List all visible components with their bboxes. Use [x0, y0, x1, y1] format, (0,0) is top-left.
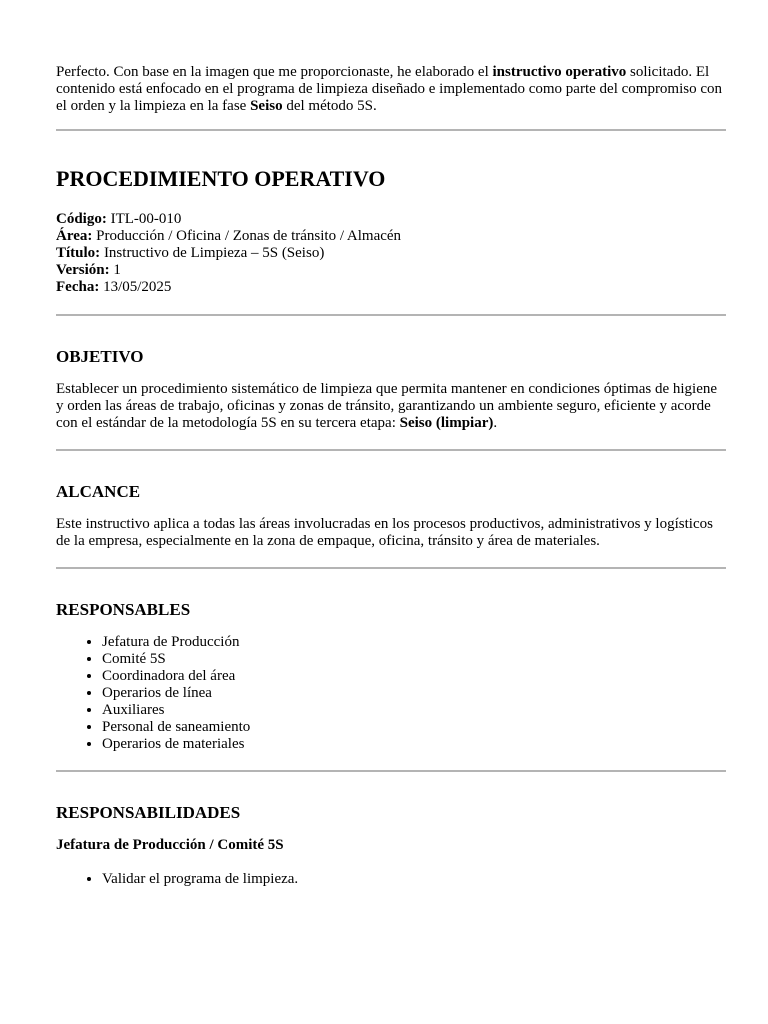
subheading-jefatura-comite: Jefatura de Producción / Comité 5S	[56, 837, 284, 853]
divider	[56, 449, 726, 451]
section-heading-objetivo: OBJETIVO	[56, 347, 144, 366]
list-item: • Personal de saneamiento	[102, 719, 726, 736]
list-item: • Comité 5S	[102, 651, 726, 668]
objetivo-bold-seiso: Seiso (limpiar)	[399, 415, 494, 431]
list-item: • Coordinadora del área	[102, 668, 726, 685]
meta-codigo-value: ITL-00-010	[106, 211, 182, 227]
list-item: • Auxiliares	[102, 702, 726, 719]
meta-area-value: Producción / Oficina / Zonas de tránsito / Almacén	[92, 228, 402, 244]
list-item: • Validar el programa de limpieza.	[102, 871, 726, 888]
intro-text-mid: solicitado. El contenido está enfocado en el programa de limpieza diseñado e implementado como parte del compromiso con el orden y la limpieza en la fase	[56, 64, 723, 114]
meta-version-value: 1	[109, 262, 121, 278]
list-item: • Operarios de línea	[102, 685, 726, 702]
meta-version-label: Versión:	[56, 262, 110, 278]
meta-area	[56, 228, 726, 245]
document-metadata	[56, 211, 726, 296]
meta-titulo	[56, 245, 726, 262]
objetivo-text: Establecer un procedimiento sistemático de limpieza que permita mantener en condiciones óptimas de higiene y orden las áreas de trabajo, oficinas y zonas de tránsito, garantizando un ambiente seguro, eficiente y acorde con el estándar de la metodología 5S en su tercera etapa:	[56, 381, 718, 431]
meta-titulo-value: Instructivo de Limpieza – 5S (Seiso)	[100, 245, 325, 261]
divider	[56, 314, 726, 316]
intro-text: Perfecto. Con base en la imagen que me proporcionaste, he elaborado el	[56, 64, 493, 80]
objetivo-paragraph	[56, 381, 726, 432]
objetivo-text-end: .	[493, 415, 498, 431]
meta-codigo-label: Código:	[56, 211, 107, 227]
divider	[56, 129, 726, 131]
intro-bold-seiso: Seiso	[250, 98, 283, 114]
section-heading-responsables: RESPONSABLES	[56, 600, 191, 619]
responsables-list	[56, 634, 726, 753]
meta-codigo	[56, 211, 726, 228]
intro-text-end: del método 5S.	[282, 98, 377, 114]
section-heading-alcance: ALCANCE	[56, 482, 141, 501]
alcance-paragraph: Este instructivo aplica a todas las áreas involucradas en los procesos productivos, administrativos y logísticos de la empresa, especialmente en la zona de empaque, oficina, tránsito y área de materiales.	[56, 516, 713, 549]
divider	[56, 770, 726, 772]
section-heading-responsabilidades: RESPONSABILIDADES	[56, 803, 241, 822]
page-title: PROCEDIMIENTO OPERATIVO	[56, 166, 386, 191]
meta-fecha-value: 13/05/2025	[99, 279, 172, 295]
meta-area-label: Área:	[56, 228, 93, 244]
divider	[56, 567, 726, 569]
meta-fecha-label: Fecha:	[56, 279, 100, 295]
intro-paragraph	[56, 64, 726, 115]
meta-fecha	[56, 279, 726, 296]
meta-version	[56, 262, 726, 279]
list-item: • Operarios de materiales	[102, 736, 726, 753]
list-item: • Jefatura de Producción	[102, 634, 726, 651]
meta-titulo-label: Título:	[56, 245, 101, 261]
intro-bold-instructivo: instructivo operativo	[492, 64, 627, 80]
responsabilidades-list	[56, 871, 726, 888]
